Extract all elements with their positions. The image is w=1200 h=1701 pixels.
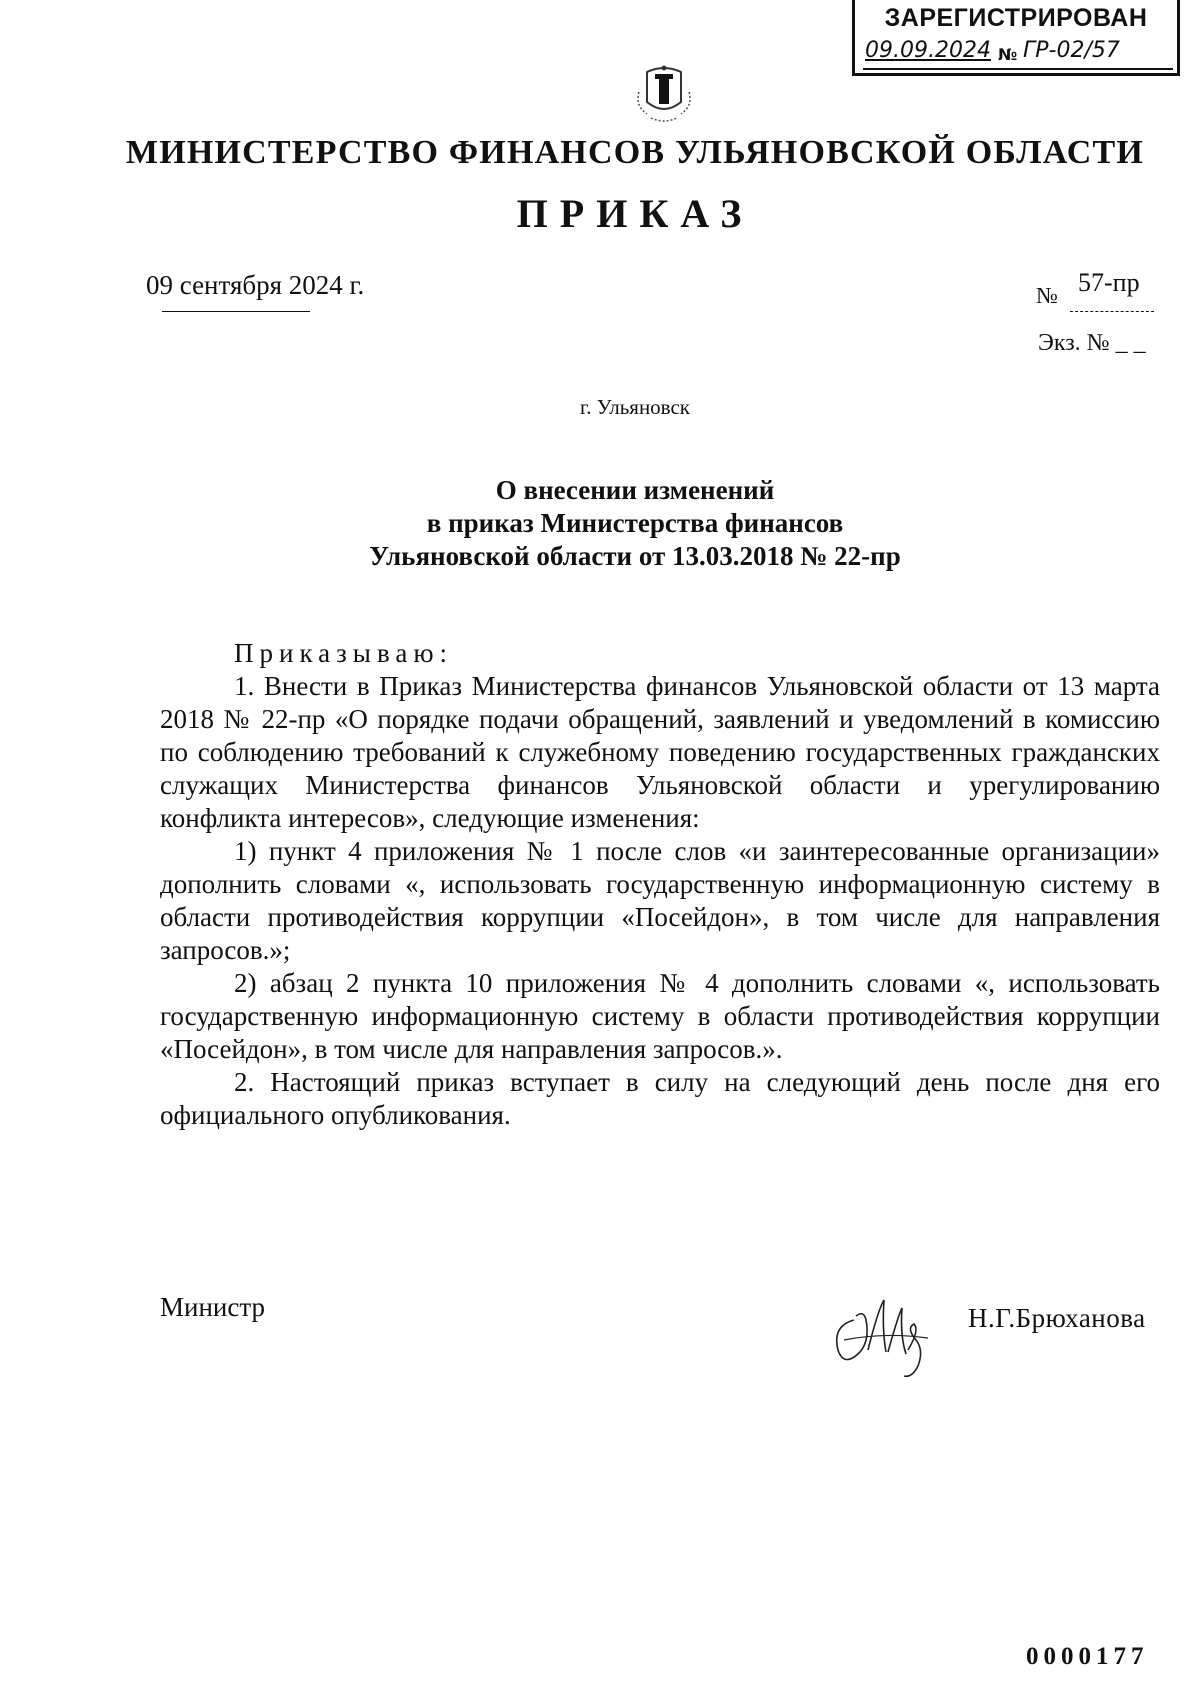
- number-underline: [1070, 311, 1154, 312]
- coat-of-arms-icon: [633, 62, 695, 126]
- paragraph-1: 1. Внести в Приказ Министерства финансов Ульяновской области от 13 марта 2018 № 22-пр «О порядке подачи обращений, заявлений и уведомлений в комиссию по соблюдению требований к служебному поведению государственных гражданских служащих Министерства финансов Ульяновской области и урегулированию конфликта интересов», следующие изменения:: [160, 671, 1160, 833]
- order-date: 09 сентября 2024 г.: [146, 270, 365, 300]
- city: г. Ульяновск: [579, 395, 690, 419]
- order-body: [160, 637, 1160, 1132]
- subject-line: О внесении изменений: [495, 475, 775, 505]
- paragraph-1-item-1: 1) пункт 4 приложения № 1 после слов «и заинтересованные организации» дополнить словами «, использовать государственную информационную систему в области противодействия коррупции «Посейдон», в том числе для направления запросов.»;: [160, 836, 1160, 965]
- stamp-number: ГР-02/57: [1023, 38, 1120, 63]
- serial-number: 0000177: [1026, 1643, 1149, 1670]
- subject-line: Ульяновской области от 13.03.2018 № 22-пр: [369, 541, 901, 571]
- signatory-name: Н.Г.Брюханова: [968, 1303, 1146, 1333]
- order-subject: [0, 474, 1200, 573]
- stamp-registration-line: [863, 38, 1173, 70]
- stamp-title: ЗАРЕГИСТРИРОВАН: [884, 4, 1148, 32]
- document-type: ПРИКАЗ: [516, 191, 754, 236]
- paragraph-2: 2. Настоящий приказ вступает в силу на следующий день после дня его официального опубликования.: [160, 1067, 1160, 1130]
- stamp-date: 09.09.2024: [865, 38, 991, 63]
- ministry-name: МИНИСТЕРСТВО ФИНАНСОВ УЛЬЯНОВСКОЙ ОБЛАСТИ: [125, 134, 1145, 171]
- date-underline: [162, 311, 310, 312]
- order-number: 57-пр: [1078, 268, 1140, 297]
- signatory-position: Министр: [160, 1292, 265, 1322]
- paragraph-1-item-2: 2) абзац 2 пункта 10 приложения № 4 дополнить словами «, использовать государственную информационную систему в области противодействия коррупции «Посейдон», в том числе для направления запросов.».: [160, 968, 1160, 1064]
- registration-stamp: [852, 0, 1180, 76]
- copy-number: Экз. № _ _: [1038, 330, 1146, 356]
- orders-heading: Приказываю:: [234, 638, 453, 668]
- order-number-label: №: [1036, 283, 1058, 308]
- handwritten-signature: [824, 1280, 944, 1390]
- stamp-number-label: №: [998, 45, 1018, 64]
- subject-line: в приказ Министерства финансов: [426, 508, 844, 538]
